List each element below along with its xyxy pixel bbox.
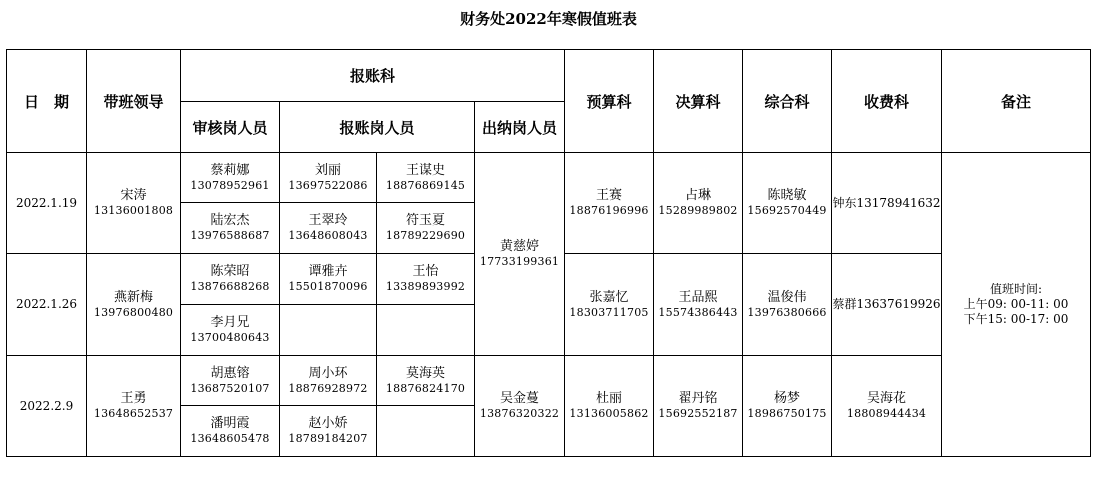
header-general: 综合科 — [743, 50, 832, 153]
reimburse-cell — [280, 356, 377, 406]
leader-cell — [87, 153, 181, 254]
reimburse-cell — [377, 254, 475, 305]
person-name: 燕新梅 — [113, 289, 153, 305]
person-name: 吴金蔓 — [500, 391, 540, 406]
person-phone: 13078952961 — [190, 178, 270, 192]
person-name: 陈晓敏 — [767, 188, 807, 203]
person-phone: 13648652537 — [93, 407, 174, 420]
person-phone: 15289989802 — [658, 204, 738, 217]
person-name: 蔡莉娜 — [210, 162, 250, 178]
notes-line: 上午09: 00-11: 00 — [963, 297, 1069, 311]
person-name: 王谋史 — [405, 162, 445, 178]
person-phone: 13648605478 — [190, 432, 270, 445]
person-phone: 18789229690 — [385, 229, 466, 242]
person-name: 杜丽 — [596, 391, 623, 406]
header-reimburse-staff: 报账岗人员 — [280, 102, 475, 153]
notes-line: 值班时间: — [989, 282, 1043, 296]
person-phone: 13976800480 — [93, 305, 174, 319]
person-phone: 13700480643 — [190, 331, 270, 344]
reimburse-cell — [377, 153, 475, 203]
date-cell: 2022.1.19 — [7, 153, 87, 254]
general-cell — [743, 356, 832, 457]
person-name: 谭雅卉 — [308, 264, 348, 279]
leader-cell — [87, 356, 181, 457]
fees-cell: 蔡群13637619926 — [832, 254, 942, 356]
header-reimburse: 报账科 — [181, 50, 565, 102]
duty-table — [6, 49, 1091, 457]
person-phone: 13876320322 — [479, 407, 560, 420]
person-phone: 18808944434 — [846, 407, 927, 420]
audit-cell — [181, 356, 280, 406]
person-phone: 18986750175 — [747, 407, 827, 420]
reimburse-cell-empty — [280, 305, 377, 356]
person-phone: 18876824170 — [385, 381, 466, 395]
reimburse-cell — [280, 254, 377, 305]
person-phone: 18789184207 — [288, 432, 368, 445]
header-cashier: 出纳岗人员 — [475, 102, 565, 153]
person-phone: 18876869145 — [385, 178, 466, 192]
person-name: 潘明霞 — [210, 416, 250, 431]
final-cell — [654, 254, 743, 356]
person-name: 杨梦 — [774, 391, 801, 406]
general-cell — [743, 153, 832, 254]
person-name: 张嘉忆 — [589, 289, 629, 305]
person-name: 符玉夏 — [405, 213, 445, 228]
person-name: 刘丽 — [314, 162, 341, 178]
person-name: 王翠玲 — [308, 213, 348, 228]
person-phone: 13976588687 — [190, 229, 270, 242]
person-name: 王勇 — [120, 391, 147, 406]
person-name: 王怡 — [412, 264, 439, 279]
budget-cell — [565, 356, 654, 457]
person-name: 李月兄 — [210, 315, 250, 330]
person-phone: 15574386443 — [658, 305, 738, 319]
person-name: 吴海花 — [867, 391, 907, 406]
audit-cell — [181, 254, 280, 305]
notes-cell — [942, 153, 1091, 457]
person-name: 翟丹铭 — [678, 391, 718, 406]
reimburse-cell — [377, 203, 475, 254]
header-final: 决算科 — [654, 50, 743, 153]
header-fees: 收费科 — [832, 50, 942, 153]
person-phone: 13648608043 — [288, 229, 368, 242]
header-leader: 带班领导 — [87, 50, 181, 153]
person-phone: 13697522086 — [288, 178, 368, 192]
cashier-cell — [475, 356, 565, 457]
header-date: 日 期 — [7, 50, 87, 153]
fees-cell — [832, 356, 942, 457]
reimburse-cell — [377, 356, 475, 406]
audit-cell — [181, 203, 280, 254]
leader-cell — [87, 254, 181, 356]
budget-cell — [565, 153, 654, 254]
audit-cell — [181, 406, 280, 457]
person-name: 胡惠镕 — [210, 365, 250, 381]
person-name: 周小环 — [308, 365, 348, 381]
general-cell — [743, 254, 832, 356]
person-name: 陆宏杰 — [210, 213, 250, 228]
person-phone: 17733199361 — [479, 255, 560, 268]
person-phone: 13389893992 — [385, 280, 466, 293]
person-phone: 18303711705 — [569, 305, 649, 319]
table-row — [7, 153, 1091, 203]
person-name: 宋涛 — [120, 188, 147, 203]
final-cell — [654, 356, 743, 457]
header-row-1 — [7, 50, 1091, 102]
person-phone: 13687520107 — [190, 381, 270, 395]
reimburse-cell-empty — [377, 406, 475, 457]
person-name: 陈荣昭 — [210, 264, 250, 279]
table-row — [7, 356, 1091, 406]
page-title: 财务处2022年寒假值班表 — [460, 10, 637, 28]
final-cell — [654, 153, 743, 254]
reimburse-cell-empty — [377, 305, 475, 356]
person-phone: 15501870096 — [288, 280, 368, 293]
person-phone: 18876928972 — [288, 381, 368, 395]
audit-cell — [181, 153, 280, 203]
person-name: 黄慈婷 — [500, 239, 540, 254]
header-notes: 备注 — [942, 50, 1091, 153]
person-phone: 15692552187 — [658, 407, 738, 420]
reimburse-cell — [280, 203, 377, 254]
person-phone: 13136001808 — [93, 204, 174, 217]
person-name: 占琳 — [685, 188, 712, 203]
person-phone: 13976380666 — [747, 305, 827, 319]
person-name: 赵小娇 — [308, 416, 348, 431]
audit-cell — [181, 305, 280, 356]
person-phone: 13876688268 — [190, 280, 270, 293]
person-phone: 15692570449 — [747, 204, 827, 217]
person-name: 王赛 — [596, 188, 623, 203]
date-cell: 2022.1.26 — [7, 254, 87, 356]
person-phone: 13136005862 — [569, 407, 649, 420]
budget-cell — [565, 254, 654, 356]
reimburse-cell — [280, 153, 377, 203]
notes-line: 下午15: 00-17: 00 — [963, 312, 1069, 326]
person-name: 王品熙 — [678, 289, 718, 305]
cashier-cell — [475, 153, 565, 356]
header-budget: 预算科 — [565, 50, 654, 153]
person-name: 温俊伟 — [767, 289, 807, 305]
reimburse-cell — [280, 406, 377, 457]
header-audit: 审核岗人员 — [181, 102, 280, 153]
fees-cell: 钟东13178941632 — [832, 153, 942, 254]
date-cell: 2022.2.9 — [7, 356, 87, 457]
person-name: 莫海英 — [405, 365, 445, 381]
person-phone: 18876196996 — [569, 204, 649, 217]
